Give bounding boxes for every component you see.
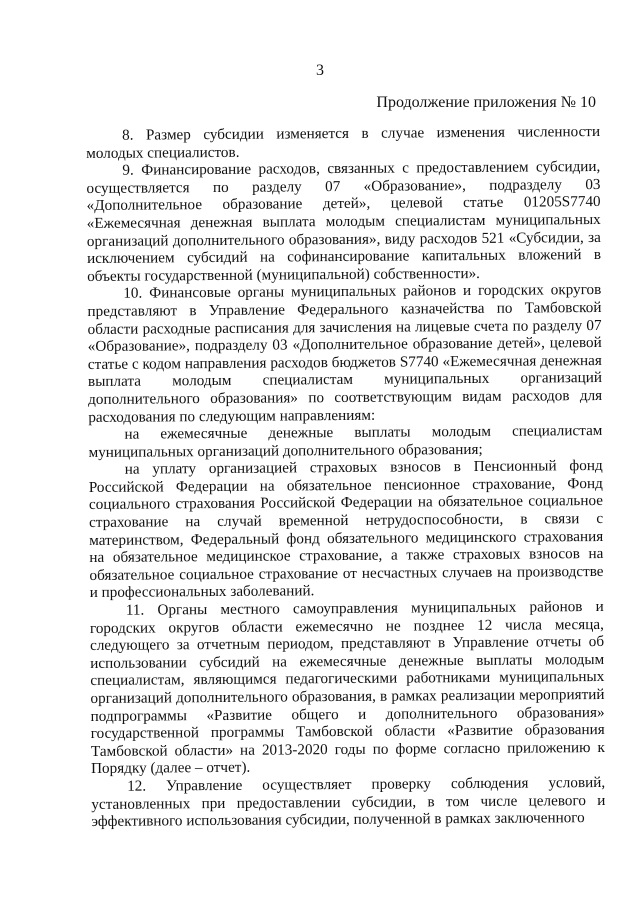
paragraph-9: 9. Финансирование расходов, связанных с предоставлением субсидии, осуществляется по разделу 07 «Образование», подразделу 03 «Дополнительное образование детей», целевой статье 01205S7740 «Ежемесячная денежная выплата молодым специалистам муниципальных организаций дополнительного образования», виду расходов 521 «Субсидии, за исключением субсидий на софинансирование капитальных вложений в объекты государственной (муниципальной) собственности». bbox=[86, 158, 602, 285]
paragraph-10-item-insurance: на уплату организацией страховых взносов в Пенсионный фонд Российской Федерации на обязательное пенсионное страхование, Фонд социального страхования Российской Федерации на обязательное социальное страхование на случай временной нетрудоспособности, в связи с материнством, Федеральный фонд обязательного медицинского страхования на обязательное медицинское страхование, а также страховых взносов на обязательное социальное страхование от несчастных случаев на производстве и профессиональных заболеваний. bbox=[88, 457, 604, 602]
paragraph-11: 11. Органы местного самоуправления муниципальных районов и городских округов области ежемесячно не позднее 12 числа месяца, следующего за отчетным периодом, представляют в Управление отчеты об использовании субсидий на ежемесячные денежные выплаты молодым специалистам, являющимся педагогическими работниками муниципальных организаций дополнительного образования, в рамках реализации мероприятий подпрограммы «Развитие общего и дополнительного образования» государственной программы Тамбовской области «Развитие образования Тамбовской области» на 2013-2020 годы по форме согласно приложению к Порядку (далее – отчет). bbox=[89, 597, 605, 778]
page-number: 3 bbox=[316, 62, 324, 79]
paragraph-10: 10. Финансовые органы муниципальных районов и городских округов представляют в Управление Федерального казначейства по Тамбовской области расходные расписания для зачисления на лицевые счета по разделу 07 «Образование», подразделу 03 «Дополнительное образование детей», целевой статье с кодом направления расходов бюджетов S7740 «Ежемесячная денежная выплата молодым специалистам муниципальных организаций дополнительного образования» по соответствующим видам расходов для расходования по следующим направлениям: bbox=[87, 281, 603, 426]
document-body bbox=[86, 123, 606, 831]
appendix-continuation-label: Продолжение приложения № 10 bbox=[376, 94, 596, 111]
paragraph-10-item-payments: на ежемесячные денежные выплаты молодым специалистам муниципальных организаций дополнительного образования; bbox=[88, 422, 603, 461]
paragraph-8: 8. Размер субсидии изменяется в случае изменения численности молодых специалистов. bbox=[86, 122, 601, 162]
paragraph-12: 12. Управление осуществляет проверку соблюдения условий, установленных при предоставлении субсидии, в том числе целевого и эффективного использования субсидии, полученной в рамках заключенного bbox=[91, 773, 606, 831]
